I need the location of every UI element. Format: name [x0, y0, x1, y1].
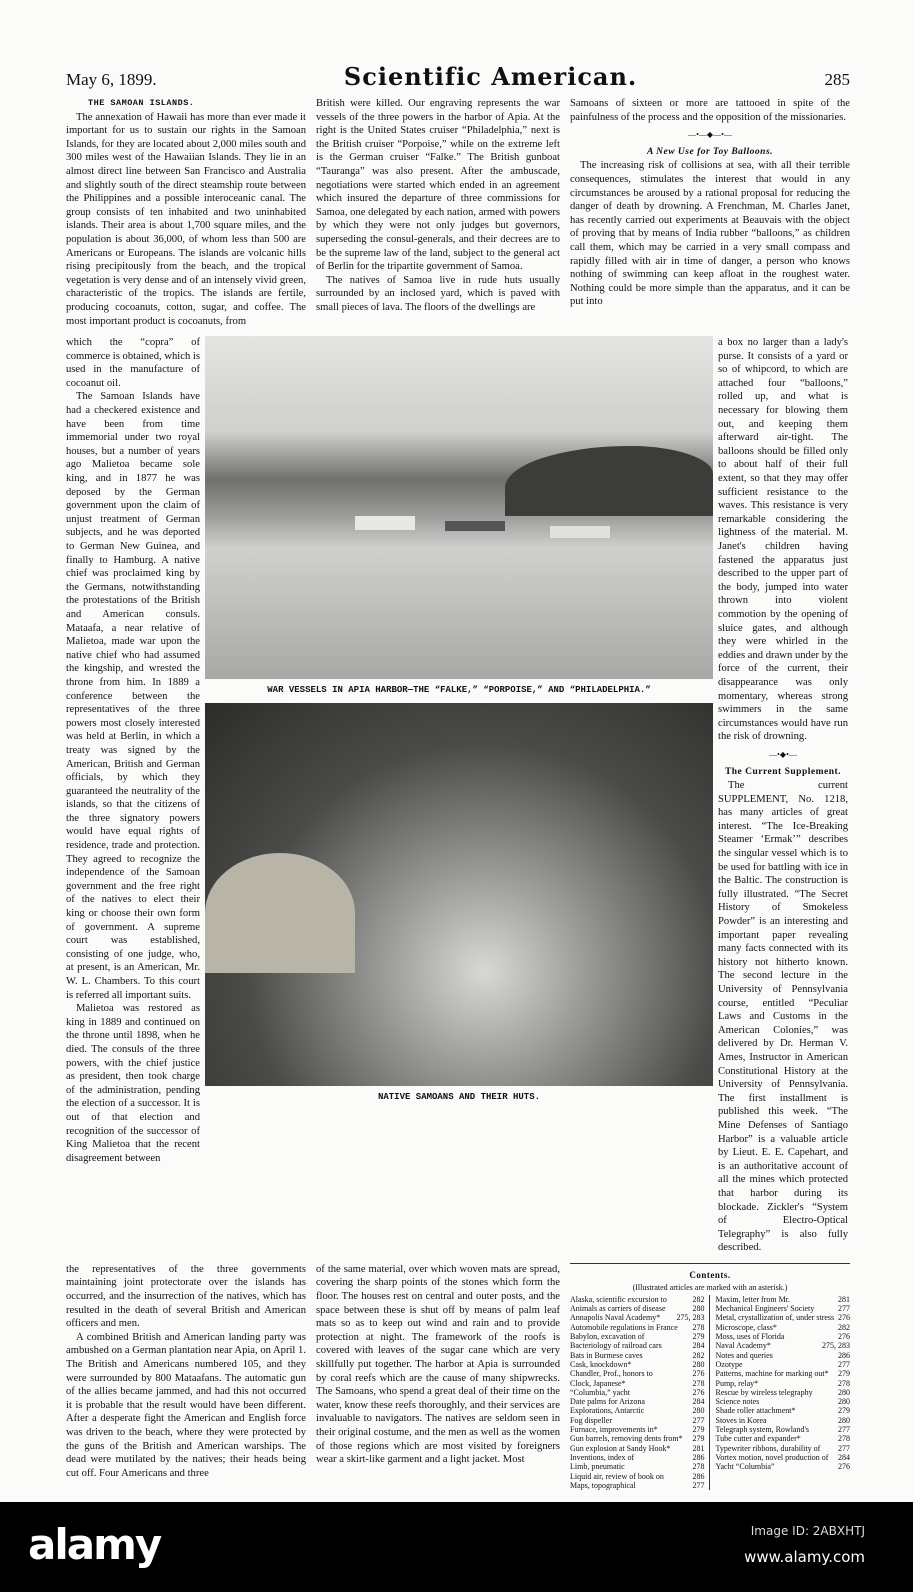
entry-title: Inventions, index of [570, 1452, 635, 1462]
ornament-divider: —•—◆—•— [688, 130, 732, 140]
entry-page: 277 [692, 1415, 705, 1425]
contents-entry [570, 1369, 705, 1378]
entry-page: 286 [692, 1471, 705, 1481]
entry-title: Tube cutter and expander* [715, 1434, 801, 1444]
masthead: Scientific American. [343, 62, 638, 91]
contents-right-column [716, 1295, 851, 1490]
entry-page: 278 [692, 1378, 705, 1388]
contents-entry [570, 1397, 705, 1406]
entry-page: 279 [692, 1332, 705, 1342]
entry-title: Date palms for Arizona [570, 1397, 645, 1407]
entry-page: 280 [838, 1387, 850, 1397]
entry-page: 284 [838, 1452, 850, 1462]
samoa-article-col2-bottom [316, 1263, 560, 1467]
entry-page: 277 [838, 1425, 850, 1435]
entry-title: Explorations, Antarctic [570, 1406, 645, 1416]
entry-page: 280 [692, 1304, 705, 1314]
entry-page: 278 [692, 1462, 705, 1472]
contents-entry [716, 1323, 851, 1332]
ship-shape [550, 526, 610, 538]
entry-title: Automobile regulations in France [570, 1322, 678, 1332]
entry-title: Patterns, machine for marking out* [715, 1369, 829, 1379]
entry-title: Ozotype [715, 1359, 743, 1369]
image-id: Image ID: 2ABXHTJ [750, 1524, 865, 1539]
contents-entry [570, 1341, 705, 1350]
contents-entry [716, 1332, 851, 1341]
entry-page: 280 [692, 1406, 705, 1416]
entry-title: Fog dispeller [570, 1415, 612, 1425]
contents-entry [570, 1360, 705, 1369]
entry-page: 286 [838, 1350, 850, 1360]
supplement-title: The Current Supplement. [724, 766, 842, 777]
entry-title: Chandler, Prof., honors to [570, 1369, 653, 1379]
page-number: 285 [824, 70, 850, 89]
samoa-paragraph: the representatives of the three governments maintaining joint protectorate over the islands has occurred, and the insurrection of the natives, which has resulted in the death of several British and American officers and men. [66, 1263, 306, 1330]
entry-title: Babylon, excavation of [570, 1332, 645, 1342]
entry-title: Mechanical Engineers' Society [715, 1304, 815, 1314]
entry-title: Maps, topographical [570, 1480, 636, 1490]
entry-page: 281 [838, 1294, 850, 1304]
watermark-bar [0, 1502, 913, 1592]
entry-page: 284 [692, 1341, 705, 1351]
ship-shape [445, 521, 505, 531]
balloons-paragraph: The increasing risk of collisions at sea, with all their terrible consequences, stimulates the interest that would in any circumstances be aroused by a rational proposal for reducing the danger of death by drowning. A Frenchman, M. Charles Janet, has recently carried out experiments at Beauvais with the object of proving that by means of India rubber “balloons,” as children call them, which may be carried in a very small compass and rapidly filled with air in time of danger, a person who knows nothing of swimming can keep afloat in the roughest water. Nothing could be more simple than the apparatus, and it can be put into [570, 160, 850, 308]
contents-entry [716, 1369, 851, 1378]
contents-entry [716, 1341, 851, 1350]
entry-title: Notes and queries [715, 1350, 773, 1360]
samoa-paragraph: A combined British and American landing party was ambushed on a German plantation near Apia, on April 1. The British and Americans numbered 105, and they were surrounded by 800 Mataafans. The automatic gun of the allies became jammed, and had this not occurred it is probable that the result would have been different. After a desperate fight the American and English force was driven to the beach, where they were protected by the guns of the British and American warships. The dead were mutilated by the natives; their heads being cut off. Four Americans and three [66, 1331, 306, 1479]
entry-page: 279 [692, 1425, 705, 1435]
entry-page: 276 [838, 1462, 850, 1472]
balloons-title: A New Use for Toy Balloons. [646, 146, 774, 157]
entry-title: Science notes [715, 1397, 760, 1407]
contents-entry [570, 1434, 705, 1443]
samoa-article-bottom [66, 1263, 306, 1481]
entry-title: Shade roller attachment* [715, 1406, 796, 1416]
contents-entry [570, 1472, 705, 1481]
entry-page: 286 [692, 1452, 705, 1462]
samoa-paragraph: Samoans of sixteen or more are tattooed in spite of the painfulness of the process and the opposition of the missionaries. [570, 98, 850, 123]
entry-page: 277 [838, 1359, 850, 1369]
samoa-paragraph: The Samoan Islands have had a checkered existence and have been from time immemorial under two royal houses, but a number of years ago Malietoa became sole king, and in 1877 he was deposed by the German government upon the claim of unjust treatment of German subjects, and he was deported to German New Guinea, and finally to Hamburg. A native chief was proclaimed king by the Germans, notwithstanding the protestations of the British and American consuls. Mataafa, a near relative of Malietoa, made war upon the native chief who had assumed the kingship, and wrested the throne from him. In 1889 a conference between the representatives of the three powers most closely interested was held at Berlin, in which a treaty was signed by the American, British and German officials, by which they guaranteed the neutrality of the islands, so that the citizens of the three signatory powers would have equal rights of residence, trade and protection. They agreed to recognize the independence of the Samoan government and the free right of the natives to elect their king or choose their own form of government. A supreme court was established, consisting of one judge, who, at present, is an American, Mr. W. L. Chambers. To this court is referred all important suits. [66, 391, 200, 1001]
entry-title: Vortex motion, novel production of [715, 1452, 829, 1462]
divider [570, 1263, 850, 1264]
alamy-logo: alamy [28, 1520, 161, 1570]
samoa-paragraph: of the same material, over which woven mats are spread, covering the sharp points of the stones which form the floor. The houses rest on central and outer posts, and the space between these is shut off by means of palm leaf mats so as to keep out wind and rain and to provide protection at night. The framework of the roofs is covered with leaves of the sugar cane which are very skillfully put together. The harbor at Apia is surrounded by coral reefs which are the cause of many shipwrecks. The Samoans, who spend a great deal of their time on the water, know these reefs thoroughly, and their services are invaluable to navigators. The natives are seldom seen in their original costume, and the men as well as the women of those regions which are most visited by foreigners wear a skirt-like garment and a light jacket. Most [316, 1263, 560, 1466]
entry-page: 284 [692, 1397, 705, 1407]
entry-title: Annapolis Naval Academy* [570, 1313, 661, 1323]
entry-title: Typewriter ribbons, durability of [715, 1443, 821, 1453]
contents-note: (Illustrated articles are marked with an asterisk.) [632, 1282, 788, 1292]
entry-page: 280 [838, 1415, 850, 1425]
contents-box [570, 1263, 850, 1490]
balloons-paragraph: a box no larger than a lady's purse. It consists of a yard or so of whipcord, to which are attached four “balloons,” rolled up, and what is necessary for blowing them out, and keeping them afterward air-tight. The balloons should be filled only to about half of their full extent, so that they may offer sufficient resistance to the waves. This resistance is very remarkable considering the lightness of the material. M. Janet's children having fastened the apparatus just described to the upper part of the body, jumped into water thrown into violent commotion by the opening of sluice gates, and although they were whirled in the eddies and drawn under by the force of the current, their disappearance was only momentary, whereas strong swimmers in the same circumstances would have run the risk of drowning. [718, 337, 848, 743]
contents-entry [570, 1388, 705, 1397]
figures [205, 336, 713, 1110]
entry-title: Bacteriology of railroad cars [570, 1341, 662, 1351]
entry-page: 277 [692, 1480, 705, 1490]
contents-entry [716, 1425, 851, 1434]
entry-page: 279 [838, 1406, 850, 1416]
contents-entry [570, 1351, 705, 1360]
contents-entry [570, 1416, 705, 1425]
contents-entry [716, 1397, 851, 1406]
contents-entry [570, 1444, 705, 1453]
contents-entry [716, 1313, 851, 1322]
top-columns [0, 97, 913, 328]
entry-title: Liquid air, review of book on [570, 1471, 664, 1481]
samoa-title: THE SAMOAN ISLANDS. [88, 98, 195, 108]
contents-entry [716, 1406, 851, 1415]
contents-entry [716, 1295, 851, 1304]
figure-caption: NATIVE SAMOANS AND THEIR HUTS. [377, 1092, 541, 1103]
samoa-paragraph: The annexation of Hawaii has more than ever made it important for us to sustain our rights in the Samoan Islands, for they are located about 2,000 miles south and 300 miles west of the Hawaiian Islands. They lie in an almost direct line between San Francisco and Australia and slightly south of the direct steamship route between the Philippines and a possible interoceanic canal. The group consists of ten inhabited and two uninhabited islands. Their area is about 1,700 square miles, and the population is about 36,000, of whom less than 500 are Americans or Europeans. The islands are volcanic hills rising precipitously from the beach, and the tropical vegetation is very dense and of an intensely vivid green, characteristic of the tropics. The islands are fertile, producing cocoanuts, cotton, sugar, and coffee. The most important product is cocoanuts, from [66, 111, 306, 327]
samoa-paragraph: British were killed. Our engraving represents the war vessels of the three powers in the harbor of Apia. At the right is the United States cruiser “Philadelphia,” next is the British cruiser “Porpoise,” while on the extreme left is the German cruiser “Falke.” The British gunboat “Tauranga” was also present. After the ambuscade, negotiations were started which ended in an agreement which insured the departure of three commissions for Samoa, one delegated by each nation, armed with powers by which they were not only judges but governors, superseding the consul-generals, and their decrees are to be the supreme law of the land, subject to the general act of Berlin for the tripartite government of Samoa. [316, 98, 560, 273]
entry-title: Microscope, class* [715, 1322, 777, 1332]
contents-entry [570, 1379, 705, 1388]
entry-title: Animals as carriers of disease [570, 1304, 666, 1314]
entry-title: Telegraph system, Rowland's [715, 1425, 810, 1435]
figure-caption: WAR VESSELS IN APIA HARBOR—THE “FALKE,” “PORPOISE,” AND “PHILADELPHIA.” [267, 685, 651, 696]
samoa-paragraph: Malietoa was restored as king in 1889 and continued on the throne until 1898, when he died. The consuls of the three powers, with the chief justice as president, then took charge of the administration, pending the election of a successor. It is out of that election and recognition of the successor of King Malietoa that the recent disagreement between [66, 1003, 200, 1164]
issue-date: May 6, 1899. [66, 70, 157, 89]
contents-entry [570, 1406, 705, 1415]
entry-page: 278 [692, 1322, 705, 1332]
bottom-columns [0, 1263, 913, 1502]
entry-page: 279 [692, 1434, 705, 1444]
entry-page: 282 [692, 1350, 705, 1360]
samoa-article-narrow [66, 336, 200, 1165]
entry-title: Stoves in Korea [715, 1415, 767, 1425]
entry-page: 276 [692, 1369, 705, 1379]
entry-page: 280 [838, 1397, 850, 1407]
contents-entry [716, 1304, 851, 1313]
samoa-paragraph: which the “copra” of commerce is obtained, which is used in the manufacture of cocoanut oil. [66, 337, 200, 389]
contents-entry [570, 1332, 705, 1341]
entry-title: Yacht “Columbia” [715, 1462, 775, 1472]
entry-page: 275, 283 [822, 1341, 850, 1351]
contents-entry [570, 1481, 705, 1490]
contents-left-column [570, 1295, 710, 1490]
contents-entry [570, 1313, 705, 1322]
contents-entry [570, 1453, 705, 1462]
entry-title: “Columbia,” yacht [570, 1387, 630, 1397]
entry-title: Rescue by wireless telegraphy [715, 1387, 813, 1397]
col3-top [570, 97, 850, 309]
entry-title: Clock, Japanese* [570, 1378, 626, 1388]
ship-shape [355, 516, 415, 530]
contents-title: Contents. [689, 1269, 731, 1280]
photo-native-samoans [205, 703, 713, 1086]
contents-entry [570, 1304, 705, 1313]
entry-page: 281 [692, 1443, 705, 1453]
contents-entry [716, 1351, 851, 1360]
contents-entry [716, 1434, 851, 1443]
contents-entry [716, 1444, 851, 1453]
samoa-article-col2-top [316, 97, 560, 315]
entry-page: 275, 283 [676, 1313, 705, 1323]
entry-title: Metal, crystallization of, under stress [715, 1313, 835, 1323]
col3-narrow [718, 336, 848, 1255]
page-header [0, 0, 913, 97]
hut-shape [205, 853, 355, 973]
contents-entry [716, 1453, 851, 1462]
entry-page: 280 [692, 1359, 705, 1369]
entry-title: Bats in Burmese caves [570, 1350, 643, 1360]
entry-title: Furnace, improvements in* [570, 1425, 658, 1435]
entry-page: 277 [838, 1443, 850, 1453]
contents-index [570, 1295, 850, 1490]
entry-page: 276 [838, 1332, 850, 1342]
contents-entry [570, 1425, 705, 1434]
entry-title: Cask, knockdown* [570, 1359, 632, 1369]
entry-title: Gun barrels, removing dents from* [570, 1434, 683, 1444]
contents-entry [716, 1462, 851, 1471]
entry-title: Limb, pneumatic [570, 1462, 625, 1472]
entry-title: Alaska, scientific excursion to [570, 1294, 667, 1304]
alamy-url: www.alamy.com [744, 1548, 865, 1567]
entry-title: Pump, relay* [715, 1378, 759, 1388]
entry-title: Maxim, letter from Mr. [715, 1294, 790, 1304]
samoa-article-top [66, 97, 306, 328]
entry-page: 277 [838, 1304, 850, 1314]
mountain-shape [505, 446, 713, 516]
entry-page: 276 [692, 1387, 705, 1397]
entry-page: 278 [838, 1434, 850, 1444]
entry-page: 279 [838, 1369, 850, 1379]
entry-page: 278 [838, 1378, 850, 1388]
contents-entry [570, 1323, 705, 1332]
entry-page: 276 [838, 1313, 850, 1323]
entry-title: Moss, uses of Florida [715, 1332, 785, 1342]
ornament-divider: —•◆•— [769, 749, 797, 759]
contents-entry [716, 1388, 851, 1397]
entry-title: Gun explosion at Sandy Hook* [570, 1443, 671, 1453]
entry-page: 282 [692, 1294, 705, 1304]
samoa-paragraph: The natives of Samoa live in rude huts usually surrounded by an inclosed yard, which is paved with small pieces of lava. The floors of the dwellings are [316, 274, 560, 313]
contents-entry [716, 1379, 851, 1388]
contents-entry [570, 1462, 705, 1471]
contents-entry [570, 1295, 705, 1304]
entry-page: 282 [838, 1322, 850, 1332]
middle-band [0, 328, 913, 1263]
contents-entry [716, 1360, 851, 1369]
entry-title: Naval Academy* [715, 1341, 771, 1351]
photo-war-vessels [205, 336, 713, 679]
contents-entry [716, 1416, 851, 1425]
supplement-paragraph: The current SUPPLEMENT, No. 1218, has many articles of great interest. “The Ice-Breaking Steamer ‘Ermak’” describes the singular vessel which is to be used for battling with ice in the Baltic. The construction is fully illustrated. “The Secret History of Smokeless Powder” is an interesting and important paper revealing many facts connected with its history not hitherto known. The second lecture in the University of Pennsylvania course, entitled “Peculiar Laws and Customs in the American Colonies,” was delivered by Dr. Herman V. Ames, Instructor in American Constitutional History at the University of Pennsylvania. The first installment is published this week. “The Mine Defenses of Santiago Harbor” is a valuable article by Lieut. E. E. Capehart, and is an authoritative account of all the mines which protected that harbor during its blockade. Zickler's “System of Electro-Optical Telegraphy” is also fully described. [718, 780, 848, 1254]
